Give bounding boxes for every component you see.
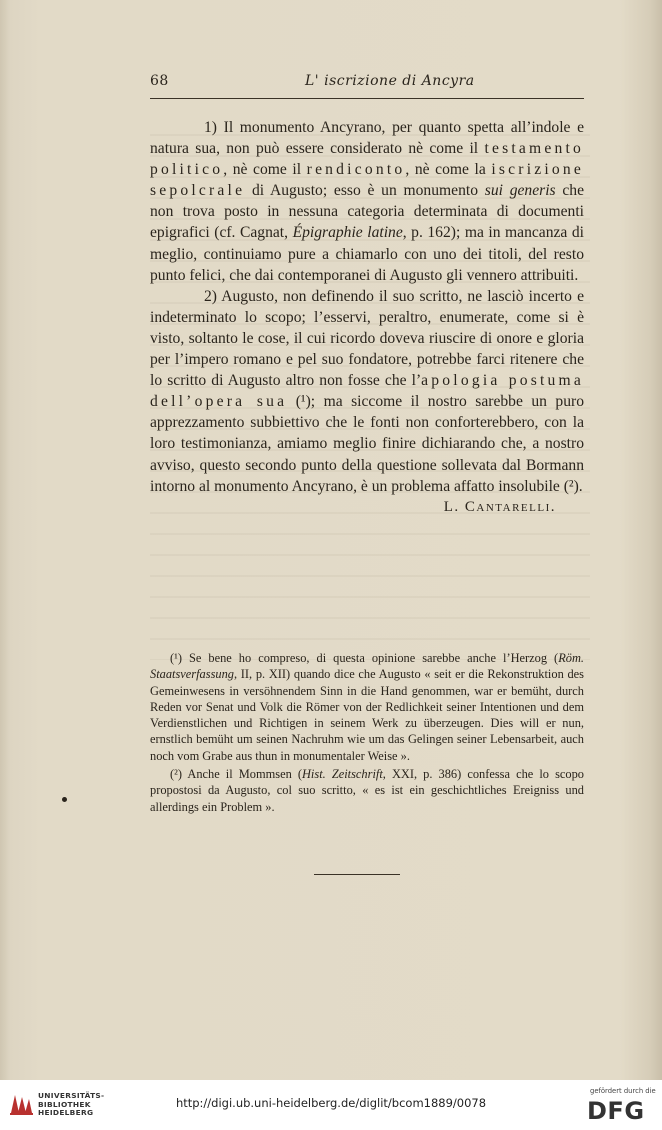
dfg-caption: gefördert durch die <box>590 1087 656 1095</box>
header-rule <box>150 98 584 99</box>
page-number: 68 <box>150 73 169 89</box>
author-signature: L. Cantarelli. <box>443 498 556 515</box>
paragraph-2: 2) Augusto, non definendo il suo scritto, ne lasciò incerto e indeterminato lo scopo; l’esservi, peraltro, enumerate, come si è visto, soltanto le cose, il cui ricordo doveva riuscire di onore e gloria per l’impero romano e pel suo fondatore, potrebbe farci ritenere che lo scritto di Augusto altro non fosse che l’apologia postuma dell’opera sua (¹); ma siccome il nostro sarebbe un puro apprezzamento subbiettivo che le fonti non conforterebbero, con la loro testimonianza, amiamo meglio finire dichiarando che, a nostro avviso, questo secondo punto della questione sollevata dal Bormann intorno al monumento Ancyrano, è un problema affatto insolubile (²). <box>150 287 585 495</box>
running-title: L' iscrizione di Ancyra <box>305 73 475 89</box>
viewer-footer <box>0 1080 662 1130</box>
dfg-logo: DFG <box>587 1097 645 1125</box>
footnote-1: (¹) Se bene ho compreso, di questa opinione sarebbe anche l’Herzog (Röm. Staatsverfassung, II, p. XII) quando dice che Augusto « seit er die Rekonstruktion des Gemeinwesens in versöhnendem Sinn in die Hand genommen, war er bemüht, durch Reden vor Senat und Volk die Römer von der Redlichkeit seiner Intentionen und dem Verdienstlichen und Richtigen in seinem Werk zu überzeugen. Dies will er nun, ernstlich bemüht um seinen Nachruhm wie um das Gelingen seiner Lebensarbeit, auch noch vom Grabe aus thun in monumentaler Weise ». <box>150 651 584 763</box>
source-url-link[interactable]: http://digi.ub.uni-heidelberg.de/diglit/bcom1889/0078 <box>175 1096 487 1110</box>
paragraph-1: 1) Il monumento Ancyrano, per quanto spetta all’indole e natura sua, non può essere considerato nè come il testamento politico, nè come il rendiconto, nè come la iscrizione sepolcrale di Augusto; esso è un monumento sui generis che non trova posto in nessuna categoria determinata di documenti epigrafici (cf. Cagnat, Épigraphie latine, p. 162); ma in mancanza di meglio, continuiamo pure a chiamarlo con uno dei titoli, del resto punto felici, che dai contemporanei di Augusto gli vennero attribuiti. <box>150 119 584 284</box>
library-name: UNIVERSITÄTS- BIBLIOTHEK HEIDELBERG <box>38 1091 105 1118</box>
end-rule <box>314 874 400 875</box>
margin-mark <box>62 797 67 802</box>
main-text <box>150 117 584 518</box>
page-header <box>150 73 580 99</box>
footnotes <box>150 650 584 817</box>
footnote-2: (²) Anche il Mommsen (Hist. Zeitschrift, XXI, p. 386) confessa che lo scopo propostosi da Augusto, col suo scritto, « es ist ein geschichtliches Ereigniss und allerdings ein Problem ». <box>150 767 584 814</box>
